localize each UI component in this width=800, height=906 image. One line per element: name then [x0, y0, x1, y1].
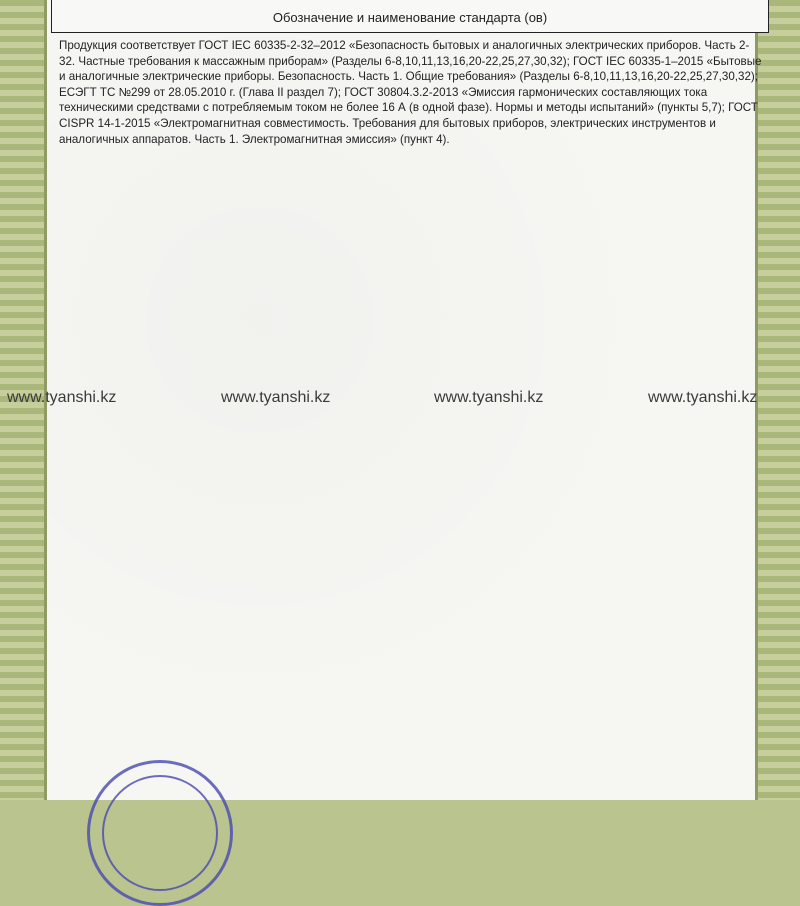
standards-text: Продукция соответствует ГОСТ IEC 60335-2-32–2012 «Безопасность бытовых и аналогичных электрических приборов. Часть 2-32. Частные требования к массажным приборам» (Разделы 6-8,10,11,13,16,20-22,25,27,30,32); ГОСТ IEC 60335-1–2015 «Бытовые и аналогичные электрические приборы. Безопасность. Часть 1. Общие требования» (Разделы 6-8,10,11,13,16,20-22,25,27,30,32); ЕСЭГТ ТС №299 от 28.05.2010 г. (Глава II раздел 7); ГОСТ 30804.3.2-2013 «Эмиссия гармонических составляющих тока техническими средствами с потребляемым током не более 16 А (в одной фазе). Нормы и методы испытаний» (пункты 5,7); ГОСТ CISPR 14-1-2015 «Электромагнитная совместимость. Требования для бытовых приборов, электрических инструментов и аналогичных аппаратов. Часть 1. Электромагнитная эмиссия» (пункт 4).	[59, 39, 762, 146]
watermark: www.tyanshi.kz	[434, 389, 544, 406]
official-stamp	[87, 760, 233, 906]
watermark: www.tyanshi.kz	[221, 389, 331, 406]
stamp-inner-ring	[102, 775, 218, 891]
section-title: Обозначение и наименование стандарта (ов)	[272, 10, 548, 25]
watermark: www.tyanshi.kz	[7, 389, 117, 406]
section-header-box	[51, 0, 769, 33]
watermark: www.tyanshi.kz	[648, 389, 758, 406]
